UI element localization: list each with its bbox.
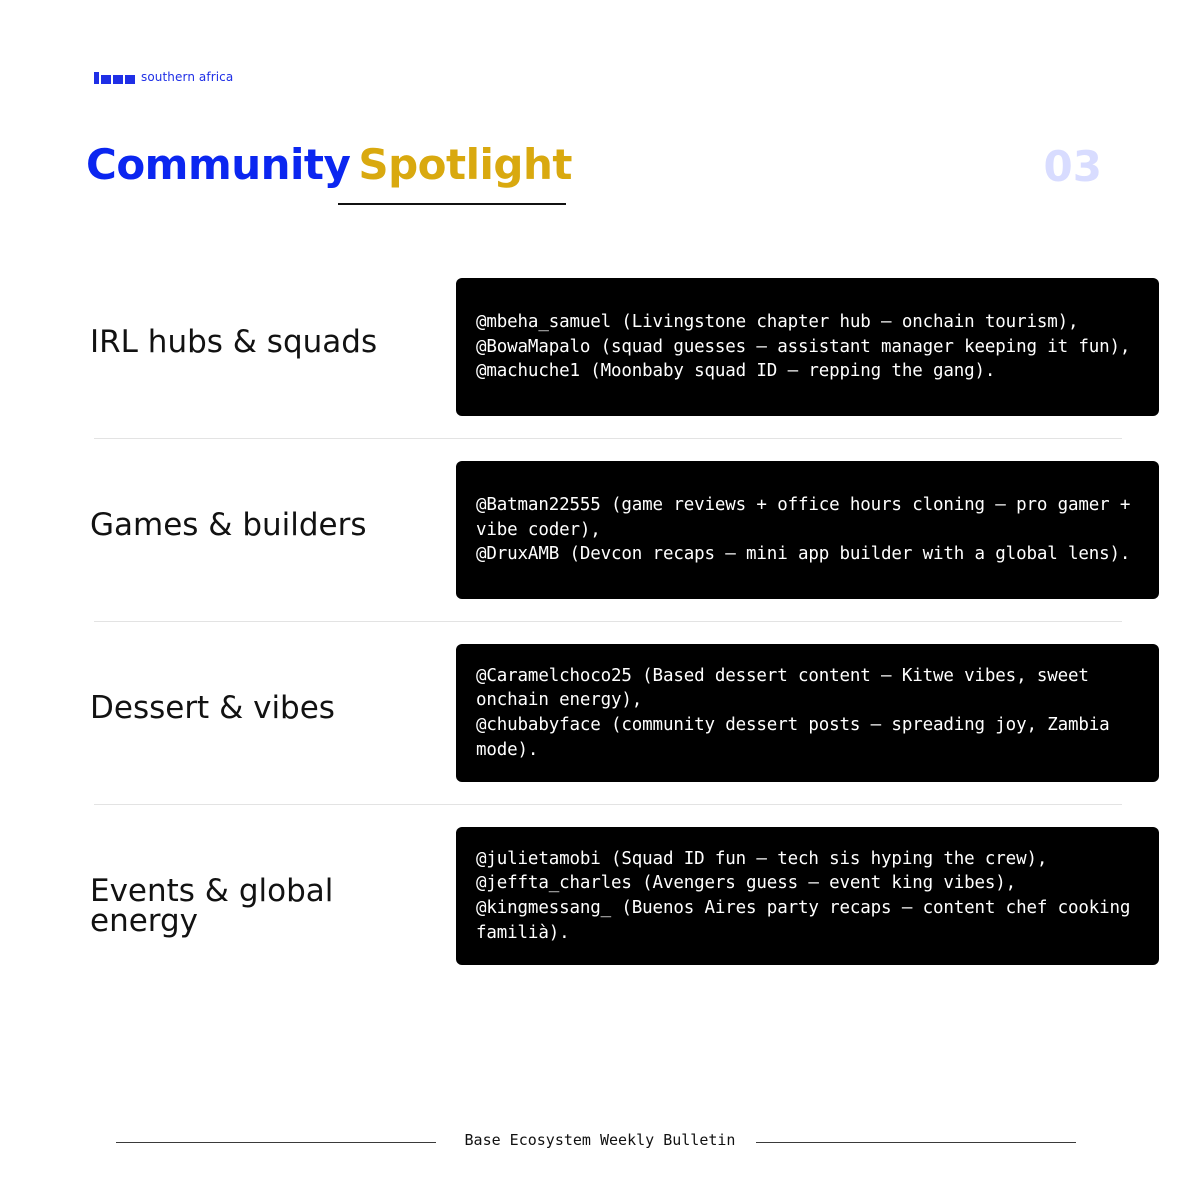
row-label-irl-hubs: IRL hubs & squads: [90, 324, 378, 360]
spotlight-card-irl-hubs: [456, 278, 1159, 416]
card-line: onchain energy),: [476, 690, 643, 711]
row-label-dessert-vibes: Dessert & vibes: [90, 690, 335, 726]
row-label-games-builders: Games & builders: [90, 507, 367, 543]
row-label-events-global: Events & global energy: [90, 873, 334, 939]
page-number: 03: [1043, 142, 1102, 191]
footer-rule-right: [756, 1142, 1076, 1143]
card-line: @kingmessang_ (Buenos Aires party recaps – content chef cooking: [476, 898, 1131, 918]
card-line: @julietamobi (Squad ID fun – tech sis hyping the crew),: [476, 848, 1048, 869]
card-line: @BowaMapalo (squad guesses – assistant manager keeping it fun),: [476, 336, 1131, 357]
card-line: @Caramelchoco25 (Based dessert content – Kitwe vibes, sweet: [476, 665, 1089, 686]
card-line: mode).: [476, 739, 539, 760]
row-divider: [94, 438, 1122, 439]
card-line: @machuche1 (Moonbaby squad ID – repping the gang).: [476, 361, 996, 382]
card-line: vibe coder),: [476, 519, 601, 540]
card-line: @mbeha_samuel (Livingstone chapter hub – onchain tourism),: [476, 312, 1079, 333]
card-line: @Batman22555 (game reviews + office hours cloning – pro gamer +: [476, 495, 1131, 516]
row-divider: [94, 804, 1122, 805]
page-title: [86, 140, 572, 189]
spotlight-card-events-global: [456, 827, 1159, 965]
brand-name: southern africa: [141, 70, 234, 84]
brand-header: [94, 70, 233, 84]
card-line: @chubabyface (community dessert posts – spreading joy, Zambia: [476, 715, 1110, 735]
card-line: familià).: [476, 922, 570, 943]
footer-title: Base Ecosystem Weekly Bulletin: [464, 1131, 736, 1149]
title-word-community: Community: [86, 140, 351, 189]
base-logo-icon: [94, 70, 135, 84]
row-divider: [94, 621, 1122, 622]
title-word-spotlight: Spotlight: [358, 140, 572, 189]
spotlight-card-dessert-vibes: [456, 644, 1159, 782]
card-line: @jeffta_charles (Avengers guess – event king vibes),: [476, 873, 1017, 894]
card-line: @DruxAMB (Devcon recaps – mini app builder with a global lens).: [476, 544, 1131, 565]
spotlight-card-games-builders: [456, 461, 1159, 599]
title-underline: [338, 203, 566, 205]
